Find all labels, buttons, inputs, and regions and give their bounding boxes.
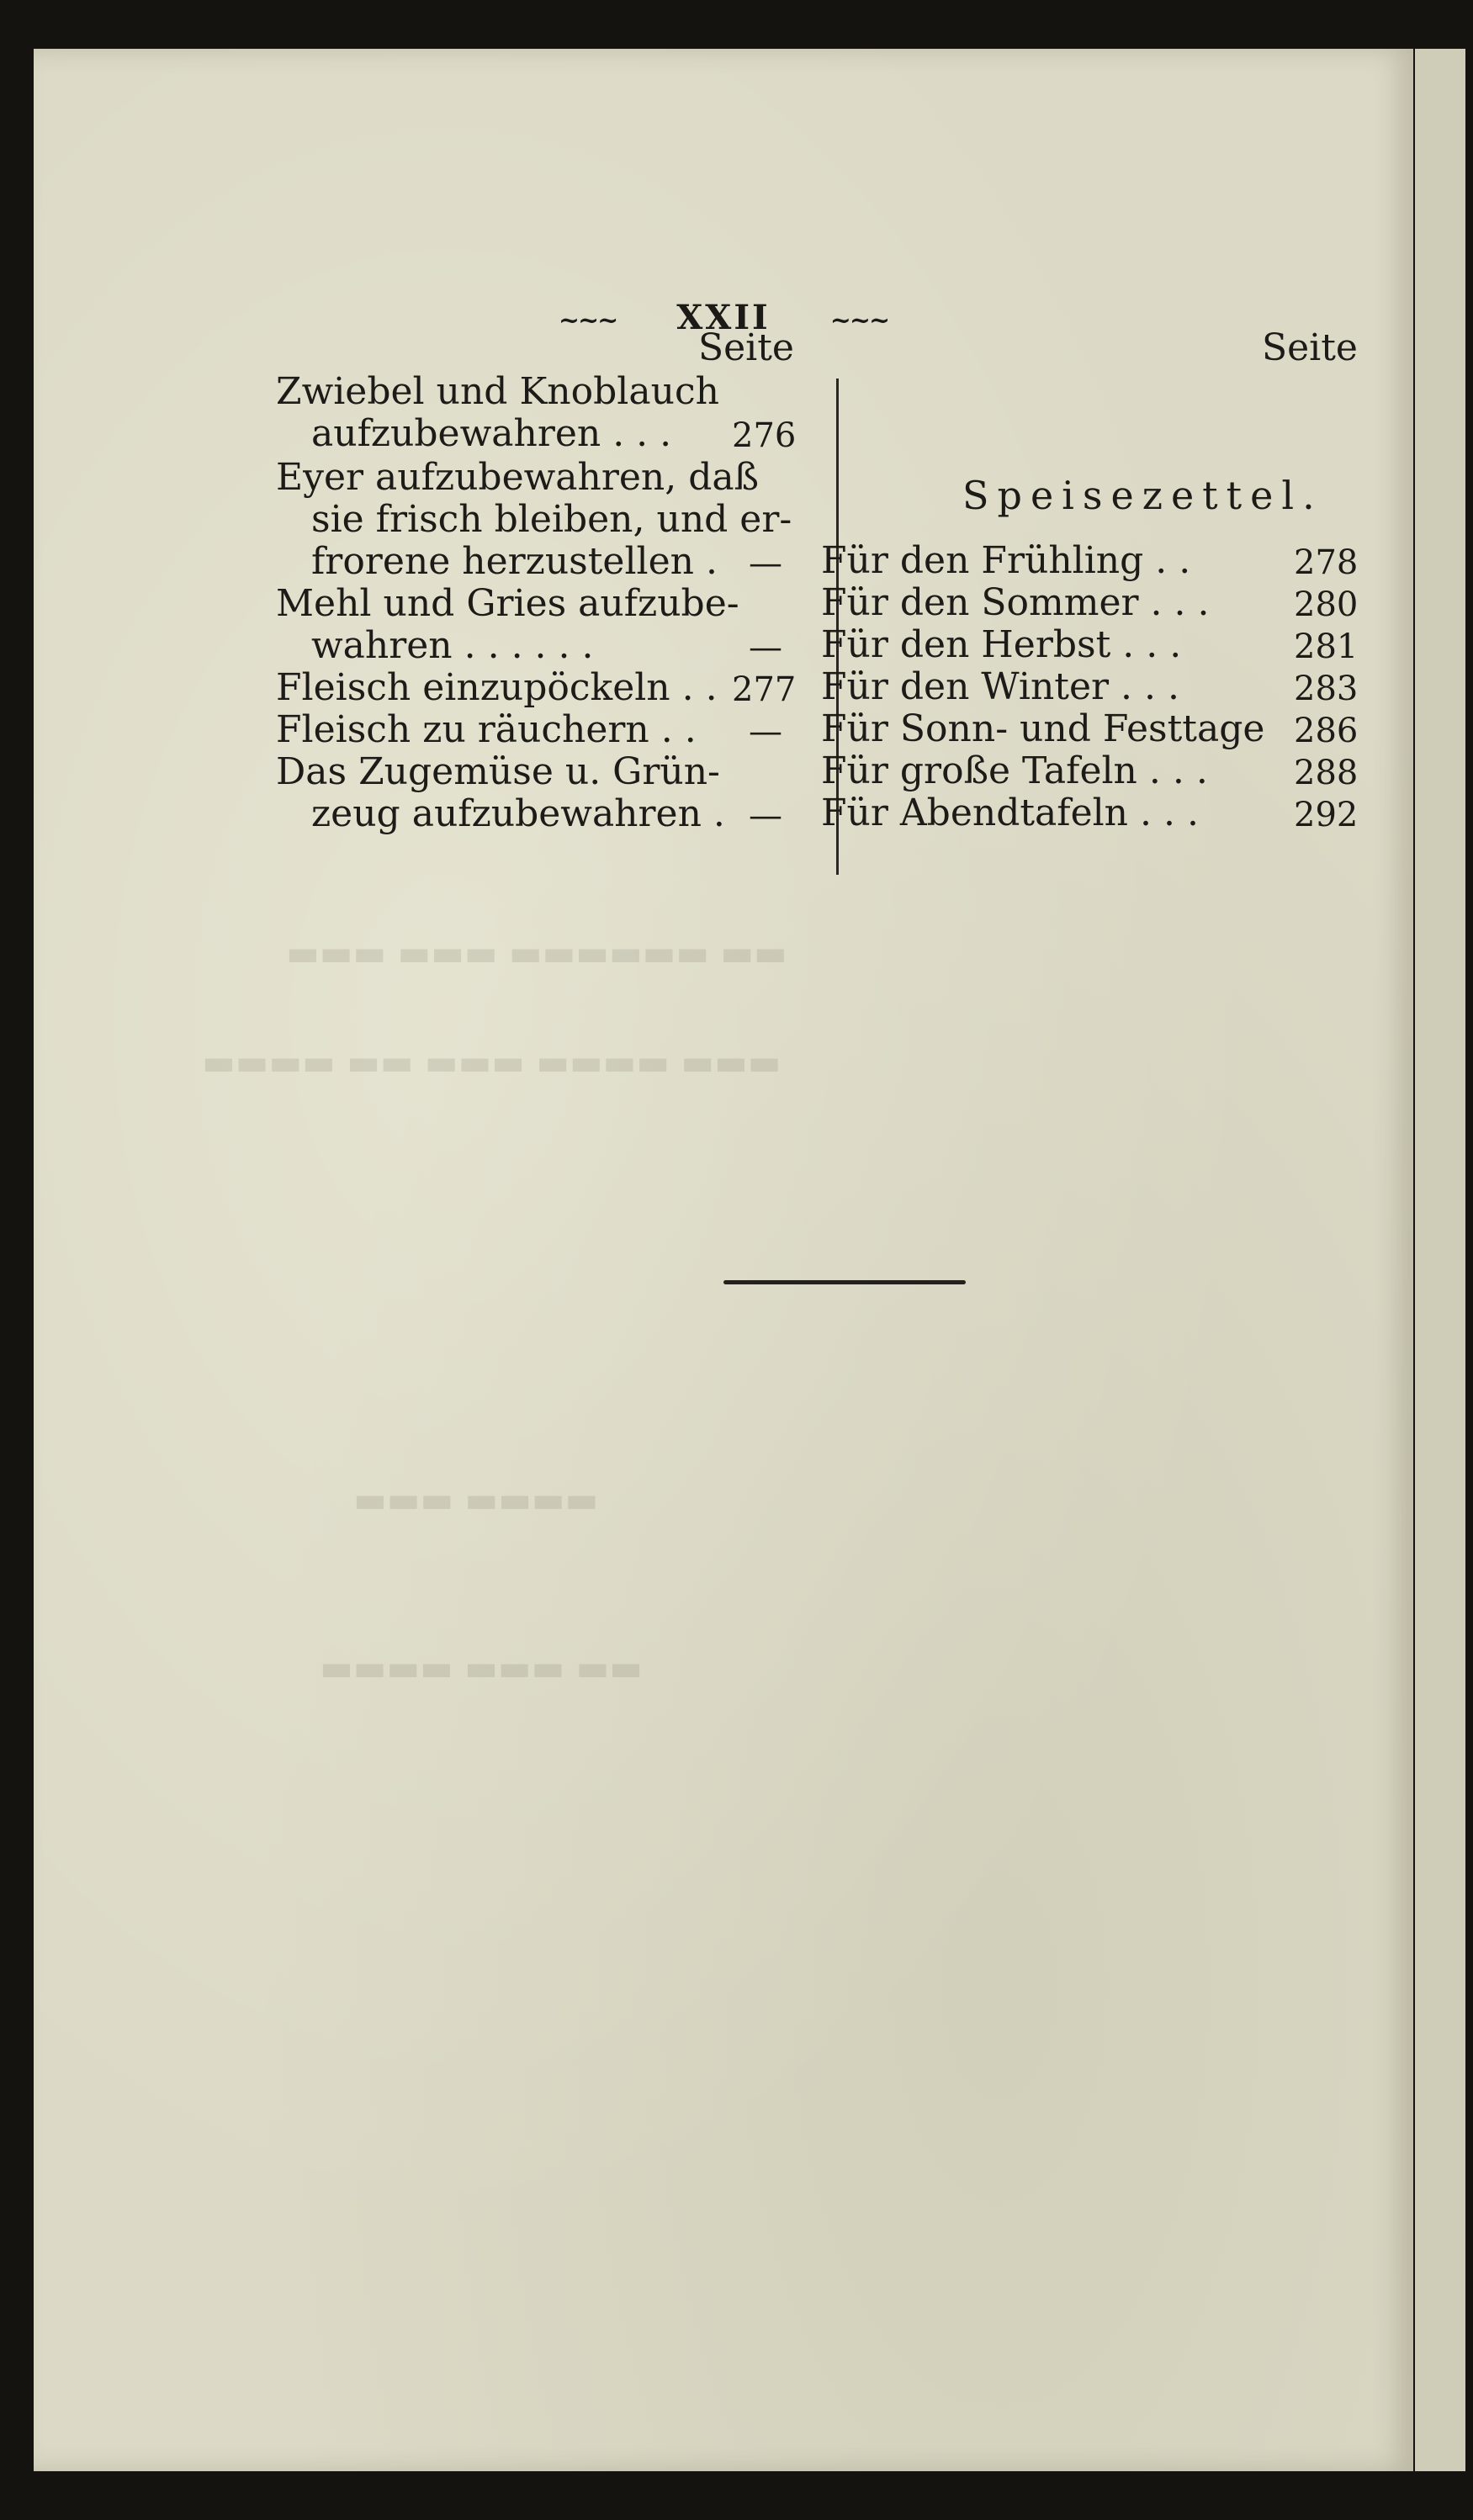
page-ref: 288	[1294, 754, 1359, 792]
header-ornament-left: ~~~	[558, 305, 617, 336]
closing-rule	[723, 1280, 966, 1284]
page-ref: —	[749, 712, 782, 751]
page-ref: 276	[732, 416, 797, 455]
bleed-through: ▬▬▬ ▬▬▬ ▬▬▬▬▬▬ ▬▬	[286, 932, 787, 973]
page-ref: 283	[1294, 670, 1359, 708]
index-entry-line: Eyer aufzubewahren, daß	[276, 456, 760, 499]
index-entry-line: Für Sonn- und Festtage	[821, 707, 1265, 750]
page-ref: 292	[1294, 796, 1359, 834]
index-entry-line: wahren . . . . . .	[311, 624, 594, 667]
index-entry-line: zeug aufzubewahren .	[311, 792, 725, 835]
page-ref: —	[749, 628, 782, 667]
page-ref: 278	[1294, 543, 1359, 582]
page-ref: 280	[1294, 585, 1359, 624]
index-entry-line: Mehl und Gries aufzube-	[276, 582, 739, 625]
index-entry-line: frorene herzustellen .	[311, 540, 718, 583]
index-entry-line: Für große Tafeln . . .	[821, 749, 1208, 792]
bleed-through: ▬▬▬▬ ▬▬▬ ▬▬	[320, 1647, 643, 1688]
index-entry-line: Das Zugemüse u. Grün-	[276, 750, 720, 793]
right-column-heading: Seite	[1262, 326, 1358, 369]
page-number: XXII	[676, 298, 771, 337]
index-entry-line: sie frisch bleiben, und er-	[311, 498, 792, 541]
page-ref: —	[749, 797, 782, 835]
index-entry-line: Zwiebel und Knoblauch	[276, 370, 719, 413]
page-ref: 286	[1294, 712, 1359, 750]
index-entry-line: Für den Winter . . .	[821, 665, 1179, 708]
page-ref: 277	[732, 670, 797, 709]
page-ref: 281	[1294, 627, 1359, 666]
adjacent-page-edge	[1415, 49, 1465, 2471]
book-page	[34, 49, 1413, 2471]
index-entry-line: Fleisch einzupöckeln . .	[276, 666, 718, 709]
index-entry-line: Für den Herbst . . .	[821, 623, 1182, 666]
section-title: Speisezettel.	[962, 473, 1323, 518]
index-entry-line: aufzubewahren . . .	[311, 412, 672, 455]
index-entry-line: Für Abendtafeln . . .	[821, 791, 1199, 834]
page-ref: —	[749, 544, 782, 583]
header-ornament-right: ~~~	[829, 305, 889, 336]
bleed-through: ▬▬▬ ▬▬▬▬	[353, 1479, 599, 1520]
bleed-through: ▬▬▬▬ ▬▬ ▬▬▬ ▬▬▬▬ ▬▬▬	[202, 1041, 782, 1083]
index-entry-line: Für den Sommer . . .	[821, 581, 1210, 624]
left-column-heading: Seite	[698, 326, 794, 369]
index-entry-line: Fleisch zu räuchern . .	[276, 708, 697, 751]
index-entry-line: Für den Frühling . .	[821, 539, 1191, 582]
